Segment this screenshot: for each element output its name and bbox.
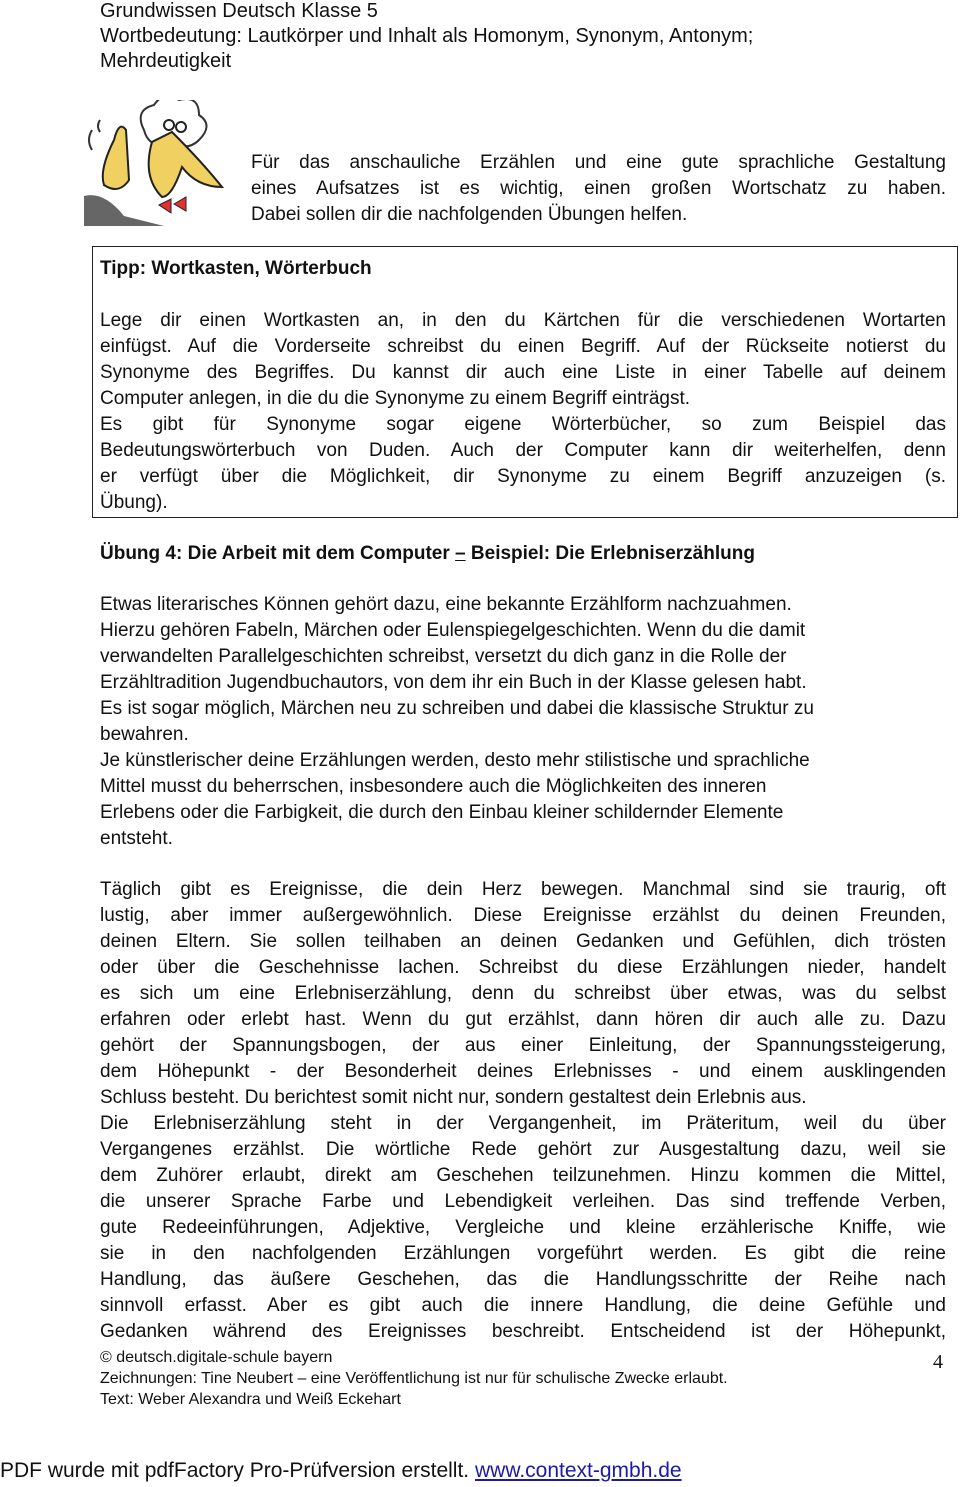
text-line: Synonyme des Begriffes. Du kannst dir auch eine Liste in einer Tabelle auf deinem — [100, 362, 946, 383]
text-line: Etwas literarisches Können gehört dazu, eine bekannte Erzählform nachzuahmen. — [100, 594, 792, 615]
text-line: die unserer Sprache Farbe und Lebendigkeit verleihen. Das sind treffende Verben, — [100, 1191, 946, 1212]
text-line: Es ist sogar möglich, Märchen neu zu schreiben und dabei die klassische Struktur zu — [100, 698, 814, 719]
text-line: oder über die Geschehnisse lachen. Schreibst du diese Erzählungen nieder, handelt — [100, 957, 946, 978]
text-line: Mittel musst du beherrschen, insbesondere auch die Möglichkeiten des inneren — [100, 776, 767, 797]
text-line: Übung). — [100, 492, 168, 513]
professor-cartoon-illustration — [84, 100, 236, 226]
text-line: Erzähltradition Jugendbuchautors, von dem ihr ein Buch in der Klasse gelesen habt. — [100, 672, 807, 693]
footer-drawings-credit: Zeichnungen: Tine Neubert – eine Veröffentlichung ist nur für schulische Zwecke erlaubt. — [100, 1370, 728, 1387]
header-title: Grundwissen Deutsch Klasse 5 — [100, 0, 378, 22]
exercise-title-part2: Beispiel: Die Erlebniserzählung — [465, 543, 755, 564]
exercise-title-part1: Übung 4: Die Arbeit mit dem Computer — [100, 543, 456, 564]
text-line: Es gibt für Synonyme sogar eigene Wörterbücher, so zum Beispiel das — [100, 414, 946, 435]
text-line: Computer anlegen, in die du die Synonyme zu einem Begriff einträgst. — [100, 388, 691, 409]
text-line: sinnvoll erfasst. Aber es gibt auch die innere Handlung, die deine Gefühle und — [100, 1295, 946, 1316]
page-number: 4 — [933, 1351, 943, 1373]
header-subtitle-cont: Mehrdeutigkeit — [100, 50, 232, 72]
text-line: er verfügt über die Möglichkeit, dir Synonyme zu einem Begriff anzuzeigen (s. — [100, 466, 946, 487]
pdf-note-link[interactable]: www.context-gmbh.de — [474, 1459, 682, 1482]
header-subtitle: Wortbedeutung: Lautkörper und Inhalt als Homonym, Synonym, Antonym; — [100, 25, 754, 47]
footer-text-credit: Text: Weber Alexandra und Weiß Eckehart — [100, 1391, 401, 1408]
intro-line: Dabei sollen dir die nachfolgenden Übungen helfen. — [251, 204, 688, 225]
exercise-title — [100, 541, 946, 567]
text-line: deinen Eltern. Sie sollen teilhaben an deinen Gedanken und Gefühlen, dich trösten — [100, 931, 946, 952]
pdf-note-text: PDF wurde mit pdfFactory Pro-Prüfversion erstellt. — [0, 1459, 475, 1482]
footer-copyright: © deutsch.digitale-schule bayern — [100, 1349, 333, 1366]
text-line: Schluss besteht. Du berichtest somit nicht nur, sondern gestaltest dein Erlebnis aus. — [100, 1087, 807, 1108]
exercise-title-dash: – — [455, 543, 466, 564]
text-line: Täglich gibt es Ereignisse, die dein Herz bewegen. Manchmal sind sie traurig, oft — [100, 879, 946, 900]
text-line: Bedeutungswörterbuch von Duden. Auch der Computer kann dir weiterhelfen, denn — [100, 440, 946, 461]
intro-line: eines Aufsatzes ist es wichtig, einen großen Wortschatz zu haben. — [251, 178, 946, 199]
text-line: Hierzu gehören Fabeln, Märchen oder Eulenspiegelgeschichten. Wenn du die damit — [100, 620, 806, 641]
text-line: bewahren. — [100, 724, 189, 745]
intro-line: Für das anschauliche Erzählen und eine gute sprachliche Gestaltung — [251, 152, 946, 173]
text-line: dem Höhepunkt - der Besonderheit deines Erlebnisses - und einem ausklingenden — [100, 1061, 946, 1082]
text-line: Je künstlerischer deine Erzählungen werden, desto mehr stilistische und sprachliche — [100, 750, 810, 771]
text-line: dem Zuhörer erlaubt, direkt am Geschehen teilzunehmen. Hinzu kommen die Mittel, — [100, 1165, 946, 1186]
text-line: verwandelten Parallelgeschichten schreibst, versetzt du dich ganz in die Rolle der — [100, 646, 787, 667]
pdf-watermark-note — [0, 1459, 682, 1483]
text-line: Vergangenes erzählst. Die wörtliche Rede gehört zur Ausgestaltung dazu, weil sie — [100, 1139, 946, 1160]
text-line: entsteht. — [100, 828, 173, 849]
text-line: sie in den nachfolgenden Erzählungen vorgeführt werden. Es gibt die reine — [100, 1243, 946, 1264]
text-line: erfahren oder erlebt hast. Wenn du gut erzählst, dann hören dir auch alle zu. Dazu — [100, 1009, 946, 1030]
text-line: es sich um eine Erlebniserzählung, denn du schreibst über etwas, was du selbst — [100, 983, 946, 1004]
text-line: Gedanken während des Ereignisses beschreibt. Entscheidend ist der Höhepunkt, — [100, 1321, 946, 1342]
text-line: lustig, aber immer außergewöhnlich. Diese Ereignisse erzählst du deinen Freunden, — [100, 905, 946, 926]
text-line: gehört der Spannungsbogen, der aus einer Einleitung, der Spannungssteigerung, — [100, 1035, 946, 1056]
text-line: Handlung, das äußere Geschehen, das die Handlungsschritte der Reihe nach — [100, 1269, 946, 1290]
text-line: Die Erlebniserzählung steht in der Vergangenheit, im Präteritum, weil du über — [100, 1113, 946, 1134]
text-line: Lege dir einen Wortkasten an, in den du Kärtchen für die verschiedenen Wortarten — [100, 310, 946, 331]
text-line: Erlebens oder die Farbigkeit, die durch den Einbau kleiner schildernder Elemente — [100, 802, 784, 823]
tip-box-title: Tipp: Wortkasten, Wörterbuch — [100, 258, 372, 279]
text-line: einfügst. Auf die Vorderseite schreibst du einen Begriff. Auf der Rückseite notierst du — [100, 336, 946, 357]
text-line: gute Redeeinführungen, Adjektive, Vergleiche und kleine erzählerische Kniffe, wie — [100, 1217, 946, 1238]
